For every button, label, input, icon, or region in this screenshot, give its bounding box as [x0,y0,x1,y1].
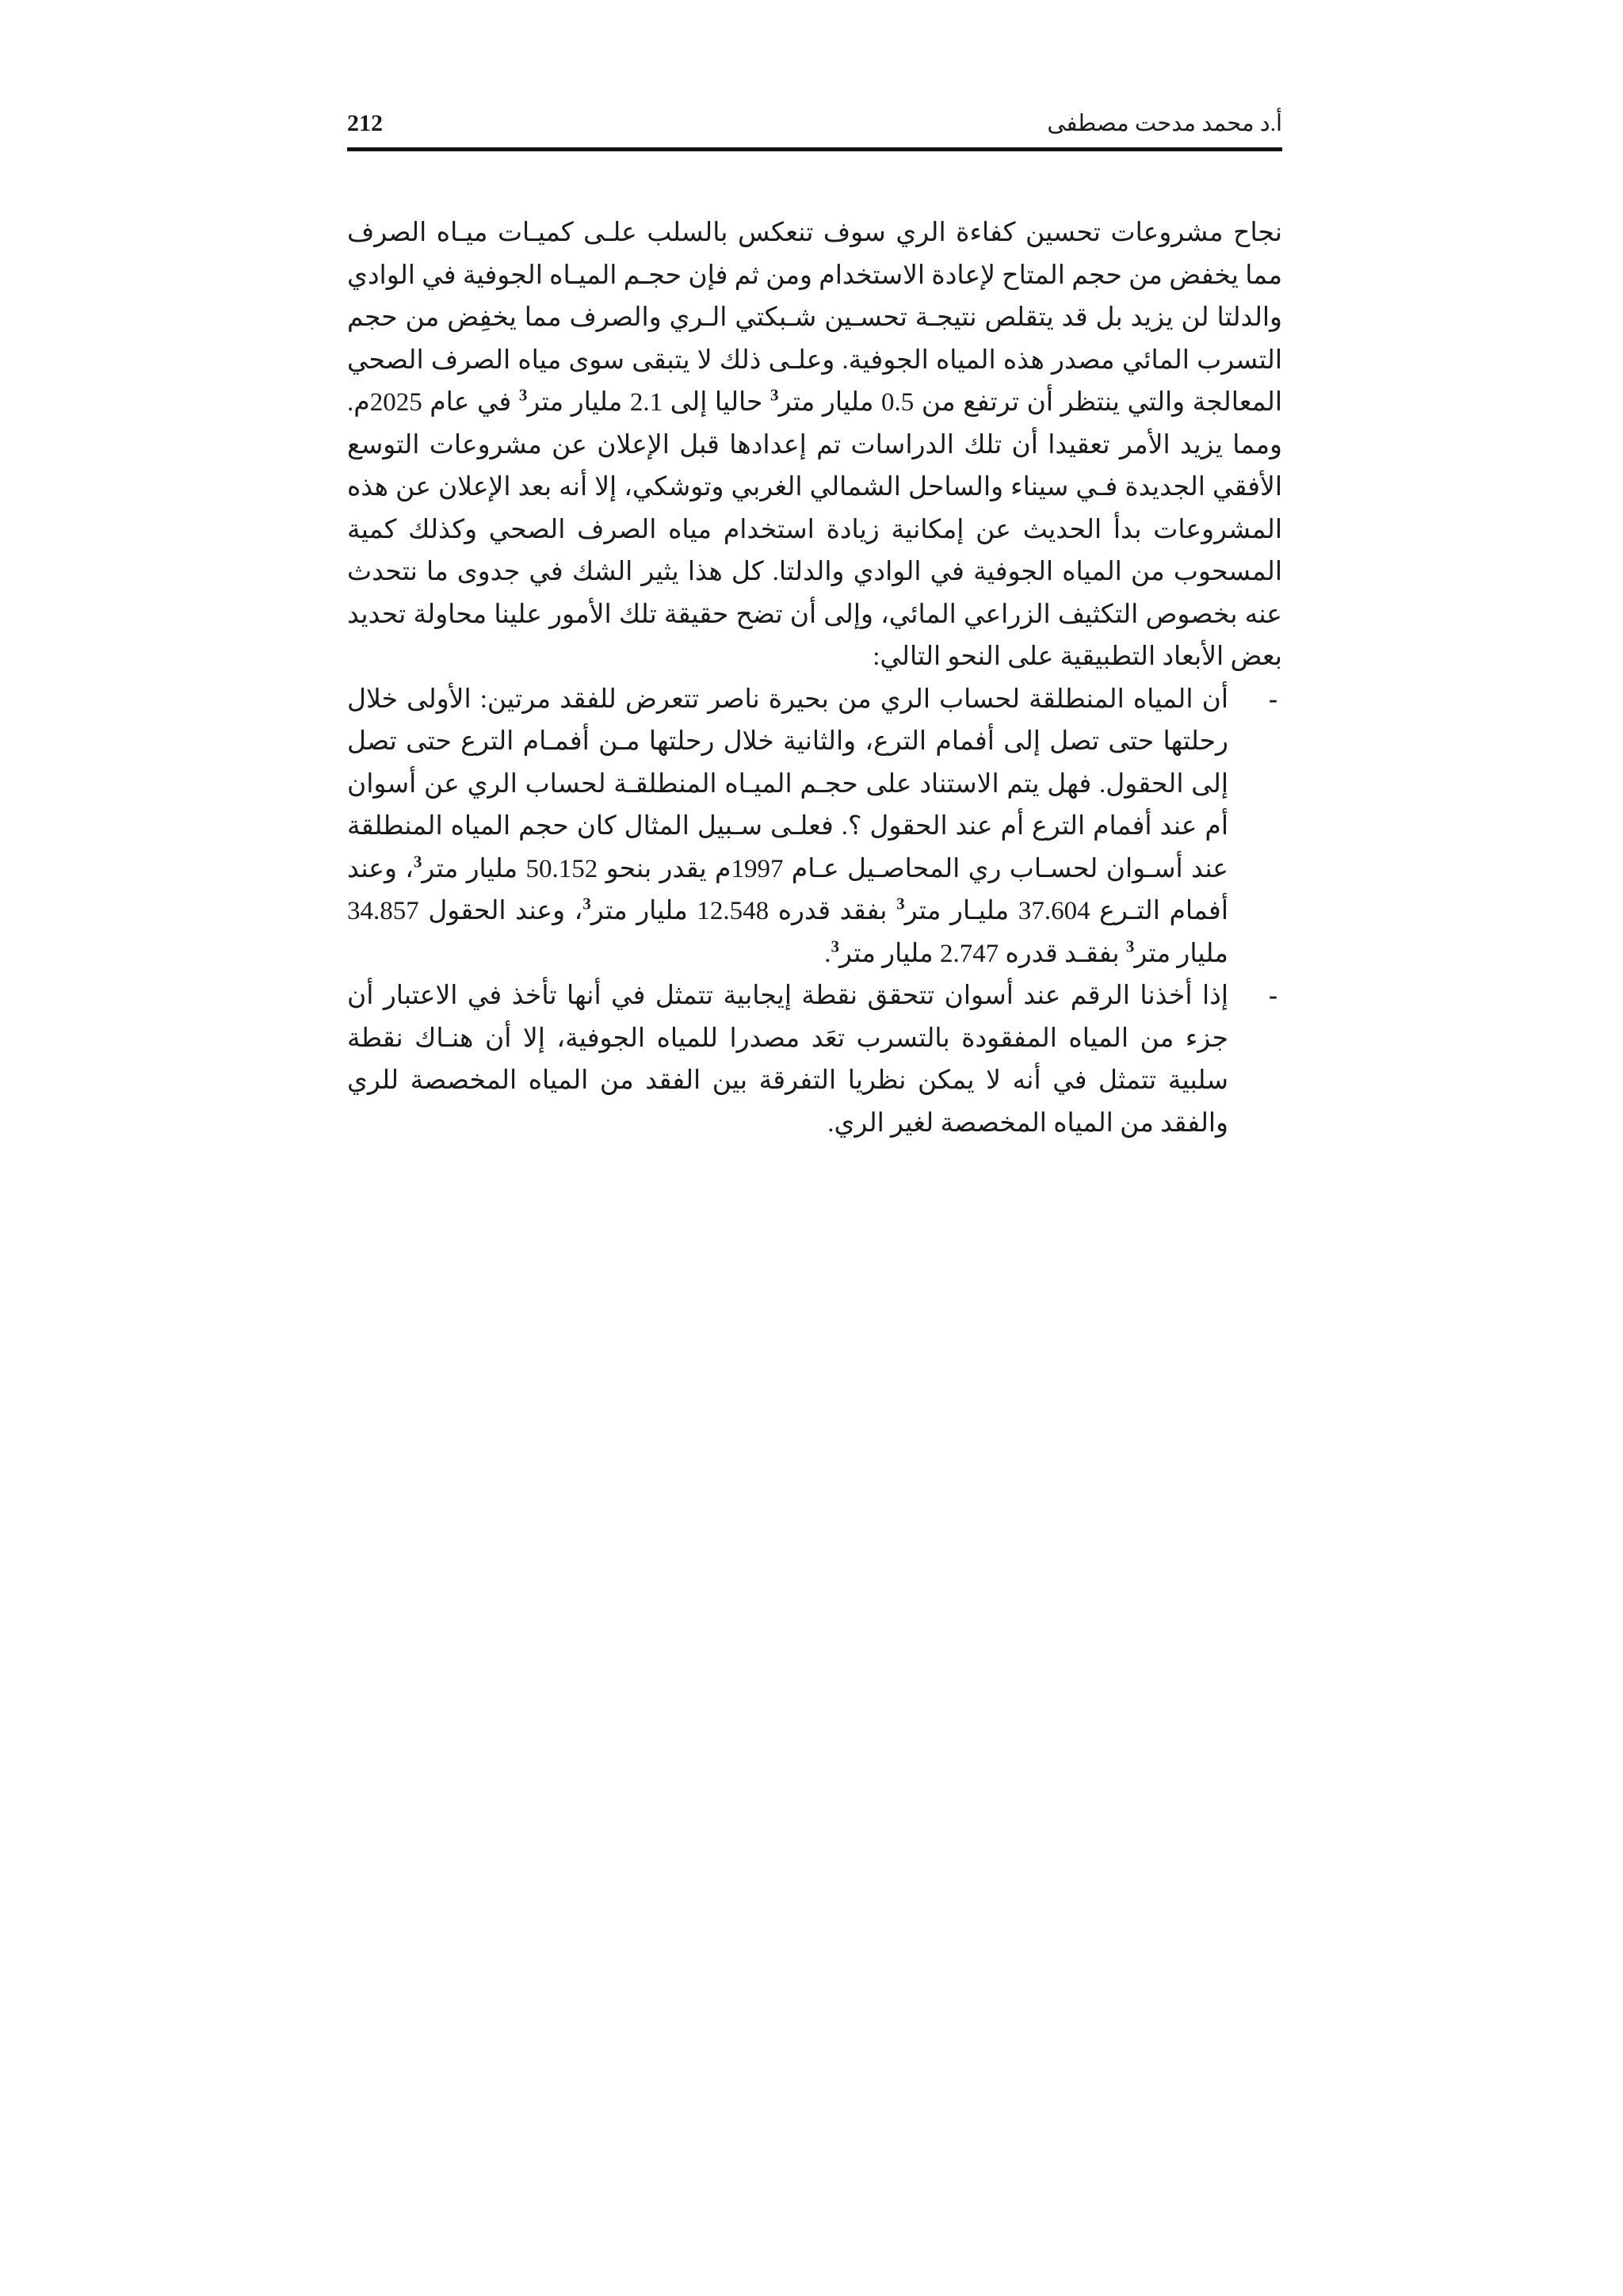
paragraph-1-part-2: حاليا إلى 2.1 مليار متر [527,388,771,417]
paragraph-1-part-3: في عام 2025م. ومما يزيد الأمر تعقيدا أن تلك الدراسات تم إعدادها قبل الإعلان عن مشروعات التوسع الأفقي الجديدة فـي سيناء والساحل الشمالي الغربي وتوشكي، إلا أنه بعد الإعلان عن هذه المشروعات بدأ الحديث عن إمكانية زيادة استخدام مياه الصرف الصحي وكذلك كمية المسحوب من المياه الجوفية في الوادي والدلتا. كل هذا يثير الشك في جدوى ما نتحدث عنه بخصوص التكثيف الزراعي المائي، وإلى أن تضح حقيقة تلك الأمور علينا محاولة تحديد بعض الأبعاد التطبيقية على النحو التالي: [347,388,1282,671]
bullet-1-part-3: بفقد قدره 12.548 مليار متر [590,897,897,925]
bullet-1-part-1: أن المياه المنطلقة لحساب الري من بحيرة ناصر تتعرض للفقد مرتين: الأولى خلال رحلتها حتى تصل إلى أفمام الترع، والثانية خلال رحلتها مـن أفمـام الترع حتى تصل إلى الحقول. فهل يتم الاستناد على حجـم الميـاه المنطلقـة لحساب الري عن أسوان أم عند أفمام الترع أم عند الحقول ؟. فعلـى سـبيل المثال كان حجم المياه المنطلقة عند أسـوان لحسـاب ري المحاصـيل عـام 1997م يقدر بنحو 50.152 مليار متر [347,685,1228,883]
bullet-item-1 [347,679,1282,976]
bullet-dash-icon: - [1269,685,1277,714]
page-number: 212 [347,110,383,136]
bullet-1-part-4: ، وعند الحقول 34.857 مليار متر [347,897,1228,968]
paragraph-1-part-1: نجاح مشروعات تحسين كفاءة الري سوف تنعكس بالسلب علـى كميـات ميـاه الصرف مما يخفض من حجم المتاح لإعادة الاستخدام ومن ثم فإن حجـم الميـاه الجوفية في الوادي والدلتا لن يزيد بل قد يتقلص نتيجـة تحسـين شـبكتي الـري والصرف مما يخفِض من حجم التسرب المائي مصدر هذه المياه الجوفية. وعلـى ذلك لا يتبقى سوى مياه الصرف الصحي المعالجة والتي ينتظر أن ترتفع من 0.5 مليار متر [347,219,1282,417]
superscript-cubic: 3 [413,851,422,871]
bullet-1-part-5: بفقـد قدره 2.747 مليار متر [839,939,1126,968]
bullet-1-part-6: . [824,939,831,968]
superscript-cubic: 3 [831,936,840,955]
page-header [347,101,1282,146]
superscript-cubic: 3 [518,385,528,405]
bullet-1-part-2: ، وعند أفمام التـرع 37.604 مليـار متر [347,854,1228,925]
bullet-list [347,679,1282,1146]
superscript-cubic: 3 [1125,936,1135,955]
header-rule [347,147,1282,151]
body-text [347,212,1282,1145]
bullet-2-text: إذا أخذنا الرقم عند أسوان تتحقق نقطة إيجابية تتمثل في أنها تأخذ في الاعتبار أن جزء من المياه المفقودة بالتسرب تعَد مصدرا للمياه الجوفية، إلا أن هنـاك نقطة سلبية تتمثل في أنه لا يمكن نظريا التفرقة بين الفقد من المياه المخصصة للري والفقد من المياه المخصصة لغير الري. [347,982,1228,1138]
bullet-item-2 [347,975,1282,1145]
bullet-dash-icon: - [1269,982,1277,1010]
superscript-cubic: 3 [770,385,779,405]
paragraph-1 [347,212,1282,679]
superscript-cubic: 3 [896,894,905,913]
running-head: أ.د محمد مدحت مصطفى [1047,111,1282,136]
superscript-cubic: 3 [582,894,591,913]
